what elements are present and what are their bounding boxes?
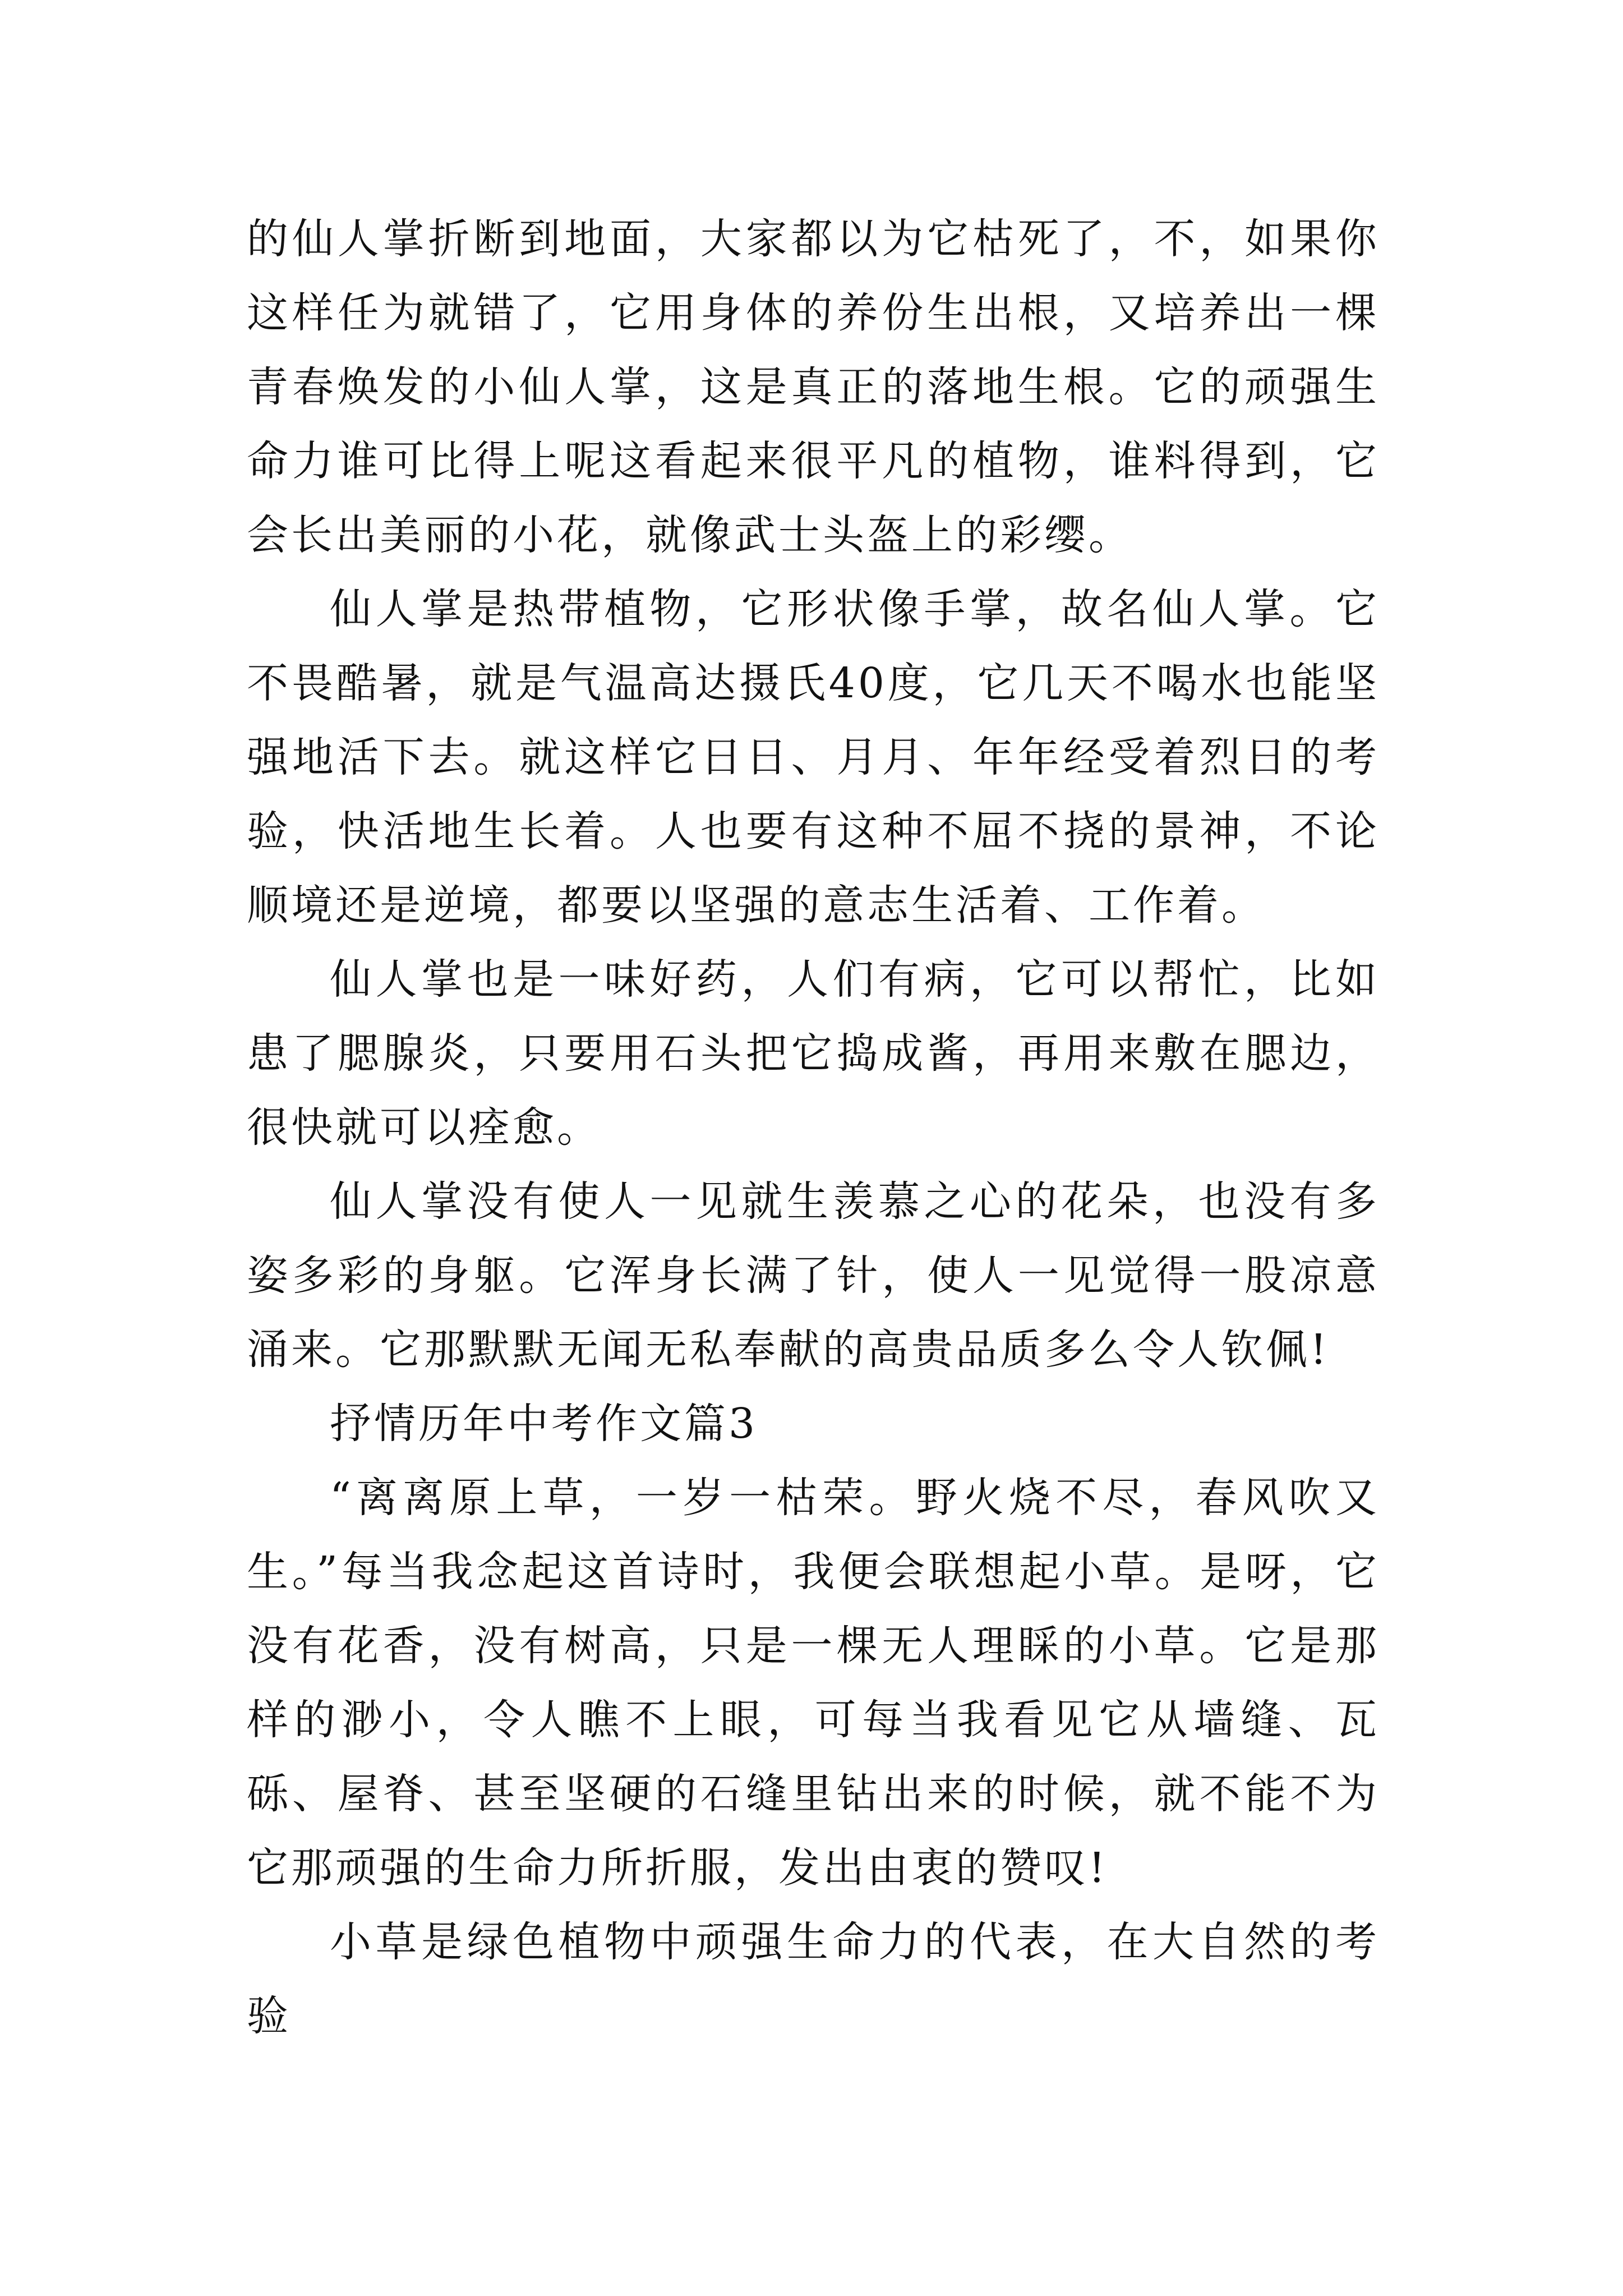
paragraph-cactus-tropical: 仙人掌是热带植物，它形状像手掌，故名仙人掌。它不畏酷暑，就是气温高达摄氏40度，它几天不喝水也能坚强地活下去。就这样它日日、月月、年年经受着烈日的考验，快活地生长着。人也要有这种不屈不挠的景神，不论顺境还是逆境，都要以坚强的意志生活着、工作着。 <box>247 585 1380 930</box>
paragraph-grass-representative: 小草是绿色植物中顽强生命力的代表，在大自然的考验 <box>247 1918 1380 2040</box>
paragraph-cactus-virtue: 仙人掌没有使人一见就生羡慕之心的花朵，也没有多姿多彩的身躯。它浑身长满了针，使人一见觉得一股凉意涌来。它那默默无闻无私奉献的高贵品质多么令人钦佩! <box>247 1177 1380 1374</box>
paragraph-cactus-medicine: 仙人掌也是一味好药，人们有病，它可以帮忙，比如患了腮腺炎，只要用石头把它捣成酱，再用来敷在腮边，很快就可以痊愈。 <box>247 955 1380 1152</box>
paragraph-grass-poem: “离离原上草，一岁一枯荣。野火烧不尽，春风吹又生。”每当我念起这首诗时，我便会联想起小草。是呀，它没有花香，没有树高，只是一棵无人理睬的小草。它是那样的渺小，令人瞧不上眼，可每当我看见它从墙缝、瓦砾、屋脊、甚至坚硬的石缝里钻出来的时候，就不能不为它那顽强的生命力所折服，发出由衷的赞叹! <box>247 1474 1380 1892</box>
paragraph-continued: 的仙人掌折断到地面，大家都以为它枯死了，不，如果你这样任为就错了，它用身体的养份生出根，又培养出一棵青春焕发的小仙人掌，这是真正的落地生根。它的顽强生命力谁可比得上呢这看起来很平凡的植物，谁料得到，它会长出美丽的小花，就像武士头盔上的彩缨。 <box>247 215 1380 559</box>
document-body <box>247 202 1380 2053</box>
section-heading: 抒情历年中考作文篇3 <box>330 1400 758 1448</box>
